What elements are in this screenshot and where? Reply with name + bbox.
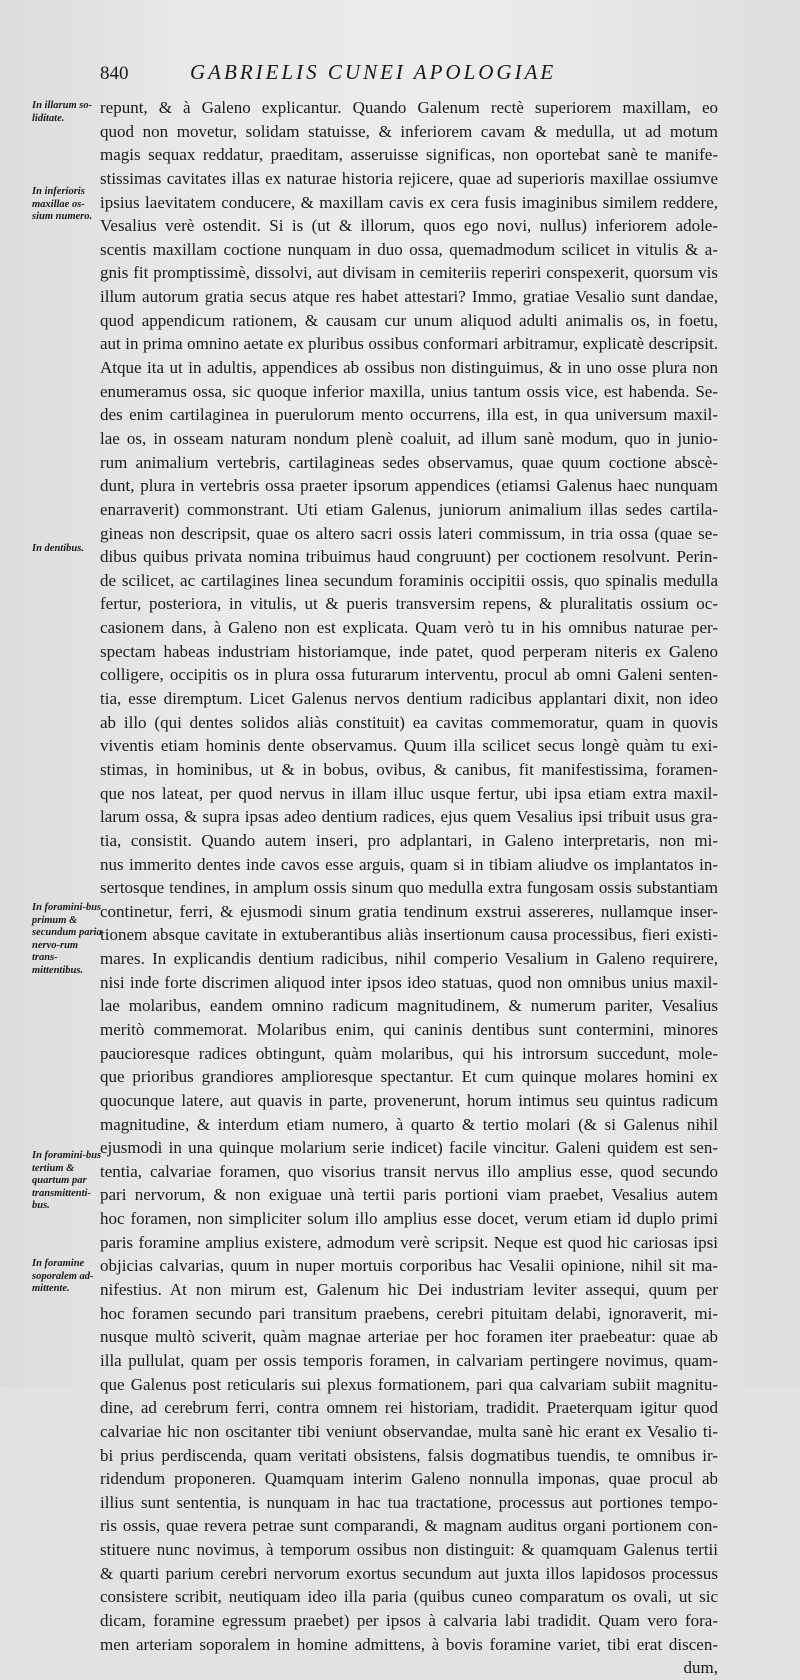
text-line: consistere scribit, neutiquam ideo illa paria (quibus cuneo comparatum os ovali, ut sic xyxy=(100,1587,718,1607)
text-line: dum, xyxy=(683,1658,718,1678)
text-line: meritò commemorat. Molaribus enim, qui caninis dentibus sunt contermini, minores xyxy=(100,1019,718,1039)
text-line: ab illo (qui dentes solidos aliàs constituit) ea cavitas commemoratur, quam in quovis xyxy=(100,712,718,732)
text-line: ejusmodi in una quinque molarium serie indicet) facile vincitur. Galeni quidem est sen- xyxy=(100,1138,718,1158)
text-line: pari nervorum, & non exiguae unà tertii paris portioni viam praebet, Vesalius autem xyxy=(100,1185,718,1205)
text-line: illa pullulat, quam per ossis temporis foramen, in calvariam pertingere novimus, quam- xyxy=(100,1350,718,1370)
text-line: illum autorum gratia secus atque res habet attestari? Immo, gratiae Vesalio sunt dandae, xyxy=(100,287,718,307)
text-line: tia, esse diremptum. Licet Galenus nervos dentium radicibus applantari dixit, non ideo xyxy=(100,689,718,709)
text-line: lae molaribus, eandem omnino radicum magnitudinem, & numerum pariter, Vesalius xyxy=(100,996,718,1016)
text-line: casionem dans, à Galeno non est explicata. Quam verò tu in his omnibus naturae per- xyxy=(100,618,718,638)
text-line: quod non movetur, solidam statuisse, & inferiorem cavam & medulla, ut ad motum xyxy=(100,121,718,141)
text-line: Atque ita ut in adultis, appendices ab ossibus non distinguimus, & in uno osse plura non xyxy=(100,358,718,378)
margin-note: In illarum so-liditate. xyxy=(32,100,93,124)
margin-note: In foramini-bus primum & secundum paria nervo-rum trans-mittentibus. xyxy=(32,902,102,976)
text-line: nisi inde forte discrimen aliquod inter ipsos ideo statuas, quod non omnibus unius maxil- xyxy=(100,972,718,992)
text-line: des enim cartilaginea in puerulorum mento occurrens, illa est, in qua universum maxil- xyxy=(100,405,718,425)
text-line: continetur, ferri, & ejusmodi sinum gratia tendinum exstrui assereres, nullamque inser- xyxy=(100,901,718,921)
text-line: viventis etiam hominis dente observamus. Quum illa scilicet secus longè quàm tu exi- xyxy=(100,736,718,756)
text-line: gineas non descripsit, quae os altero sacri ossis lateri commissum, in tria ossa (quae se- xyxy=(100,523,718,543)
text-line: men arteriam soporalem in homine admittens, à bovis foramine variet, tibi erat discen- xyxy=(100,1634,718,1654)
text-line: tia, consistit. Quando autem inseri, pro adplantari, in Galeno interpretaris, non mi- xyxy=(100,830,718,850)
text-line: colligere, occipitis os in plura ossa futurarum interventu, procul ab omni Galeni senten- xyxy=(100,665,718,685)
text-line: hoc foramen secundo pari transitum praebens, cerebri pituitam delabi, ignoraverit, mi- xyxy=(100,1303,718,1323)
text-line: aut in prima omnino aetate ex pluribus ossibus conformari arbitramur, explicatè descripsit. xyxy=(100,334,718,354)
text-line: nus immerito dentes inde cavos esse arguis, quam si in tibiam aliudve os implantatos in- xyxy=(100,854,718,874)
text-line: paucioresque radices obtingunt, quàm molaribus, qui his introrsum succedunt, mole- xyxy=(100,1043,718,1063)
margin-note: In foramine soporalem ad-mittente. xyxy=(32,1258,94,1294)
text-line: magnitudine, & interdum etiam numero, à quarto & tertio molari (& si Galenus nihil xyxy=(100,1114,718,1134)
margin-note: In foramini-bus tertium & quartum par transmittenti-bus. xyxy=(32,1150,102,1211)
text-line: de scilicet, ac cartilagines linea secundum foraminis occipitii ossis, quo spinalis medulla xyxy=(100,570,718,590)
text-line: stimas, in hominibus, ut & in bobus, ovibus, & canibus, fit manifestissima, foramen- xyxy=(100,759,718,779)
text-line: que prioribus grandiores amplioresque spectantur. Et cum quinque molares homini ex xyxy=(100,1067,718,1087)
text-line: tionem absque cavitate in extuberantibus aliàs insertionum causa processibus, fieri existi- xyxy=(100,925,718,945)
text-line: bi prius perdiscenda, quam veritati obsistens, falsis dogmatibus tuendis, te omnibus ir- xyxy=(100,1445,718,1465)
text-line: nusque multò sciverit, quàm magnae arteriae per hoc foramen iter praebeatur: quae ab xyxy=(100,1327,718,1347)
text-line: enarraverit) commonstrant. Uti etiam Galenus, juniorum animalium illas sedes cartila- xyxy=(100,499,718,519)
text-line: stituere nunc novimus, à temporum ossibus non distinguit: & quamquam Galenus tertii xyxy=(100,1540,718,1560)
text-line: larum ossa, & supra ipsas adeo dentium radices, ejus quem Vesalius ipsi tribuit usus gra- xyxy=(100,807,718,827)
text-line: hoc foramen, non simpliciter solum illo amplius esse docet, verum etiam id duplo primi xyxy=(100,1209,718,1229)
text-line: ridendum proponeren. Quamquam interim Galeno nonnulla imponas, quae procul ab xyxy=(100,1469,718,1489)
text-line: spectam habeas industriam historiamque, inde patet, quod perperam niteris ex Galeno xyxy=(100,641,718,661)
text-line: que nos lateat, per quod nervus in illam illuc usque fertur, ubi ipsa etiam extra maxil- xyxy=(100,783,718,803)
text-line: quod appendicum rationem, & causam cur unum aliquod adulti animalis os, in foetu, xyxy=(100,310,718,330)
text-line: magis sequax reddatur, praeditam, asseruisse significas, non oportebat sanè te manife- xyxy=(100,145,718,165)
text-line: tentia, calvariae foramen, quo visorius transit nervus illo amplius esse, quod secundo xyxy=(100,1161,718,1181)
text-line: sertosque tendines, in amplum ossis sinum quo medulla extra fungosam ossis substantiam xyxy=(100,878,718,898)
text-line: ris ossis, quae revera petrae sunt comparandi, & magnam auditus organi portionem con- xyxy=(100,1516,718,1536)
text-line: lae os, in osseam naturam nondum plenè coaluit, ad illum sanè modum, quo in junio- xyxy=(100,428,718,448)
text-line: scentis maxillam coctione nunquam in duo ossa, quemadmodum scilicet in vitulis & a- xyxy=(100,239,718,259)
margin-note: In dentibus. xyxy=(32,543,84,554)
text-line: que Galenus post reticularis sui plexus formationem, pari qua calvariam subiit magnitu- xyxy=(100,1374,718,1394)
text-line: dine, ad cerebrum ferri, contra omnem rei historiam, tradidit. Praeterquam igitur quod xyxy=(100,1398,718,1418)
text-line: rum animalium vertebris, cartilagineas sedes observamus, quae quum coctione abscè- xyxy=(100,452,718,472)
text-line: dunt, plura in vertebris ossa praeter ipsorum appendices (etiamsi Galenus haec nunquam xyxy=(100,476,718,496)
page-number: 840 xyxy=(100,63,129,84)
text-line: Vesalius verè ostendit. Si is (ut & illorum, quos ego novi, nullus) inferiorem adole- xyxy=(100,216,718,236)
text-line: calvariae hic non oscitanter tibi veniunt observandae, multa sanè hic erant ex Vesalio ti- xyxy=(100,1421,718,1441)
text-line: & quarti parium cerebri nervorum exortus secundum aut juxta illos lapidosos processus xyxy=(100,1563,718,1583)
text-line: enumeramus ossa, sic quoque inferior maxilla, unius tantum ossis vice, est habenda. Se- xyxy=(100,381,718,401)
text-line: gnis fit promptissimè, dissolvi, aut divisam in cemiteriis reperiri conspexerit, quorsum vis xyxy=(100,263,718,283)
body-text xyxy=(100,96,718,1680)
text-line: repunt, & à Galeno explicantur. Quando Galenum rectè superiorem maxillam, eo xyxy=(100,98,718,117)
text-line: fertur, posteriora, in vitulis, ut & pueris transversim repens, & pluralitatis ossium oc- xyxy=(100,594,718,614)
margin-note: In inferioris maxillae os-sium numero. xyxy=(32,186,93,222)
text-line: quocunque latere, aut quavis in parte, provenerunt, horum intimus seu quintus radicum xyxy=(100,1090,718,1110)
text-line: ipsius laevitatem conducere, & maxillam cavis ex cera fusis imaginibus similem reddere, xyxy=(100,192,718,212)
text-line: nifestius. At non mirum est, Galenum hic Dei industriam leviter assequi, quum per xyxy=(100,1280,718,1300)
text-line: paris foramine amplius existere, admodum verè scripsit. Neque est quod hic cariosas ipsi xyxy=(100,1232,718,1252)
running-title: GABRIELIS CUNEI APOLOGIAE xyxy=(190,60,557,84)
page-header xyxy=(100,60,720,86)
text-line: objicias calvarias, quum in nuper mortuis corporibus hac Vesalii opinione, nihil sit ma- xyxy=(100,1256,718,1276)
text-line: illius sunt sententia, is nunquam in hac tua tractatione, processus aut portiones tempo- xyxy=(100,1492,718,1512)
text-line: mares. In explicandis dentium radicibus, nihil comperio Vesalium in Galeno requirere, xyxy=(100,949,718,969)
text-line: dibus quibus privata nomina tribuimus haud congruunt) per coctionem resolvunt. Perin- xyxy=(100,547,718,567)
text-line: stissimas cavitates illas ex naturae historia rejicere, quae ad superioris maxillae ossiumve xyxy=(100,168,718,188)
text-line: dicam, foramine egressum praebet) per ipsos à calvaria labi tradidit. Quam vero fora- xyxy=(100,1611,718,1630)
